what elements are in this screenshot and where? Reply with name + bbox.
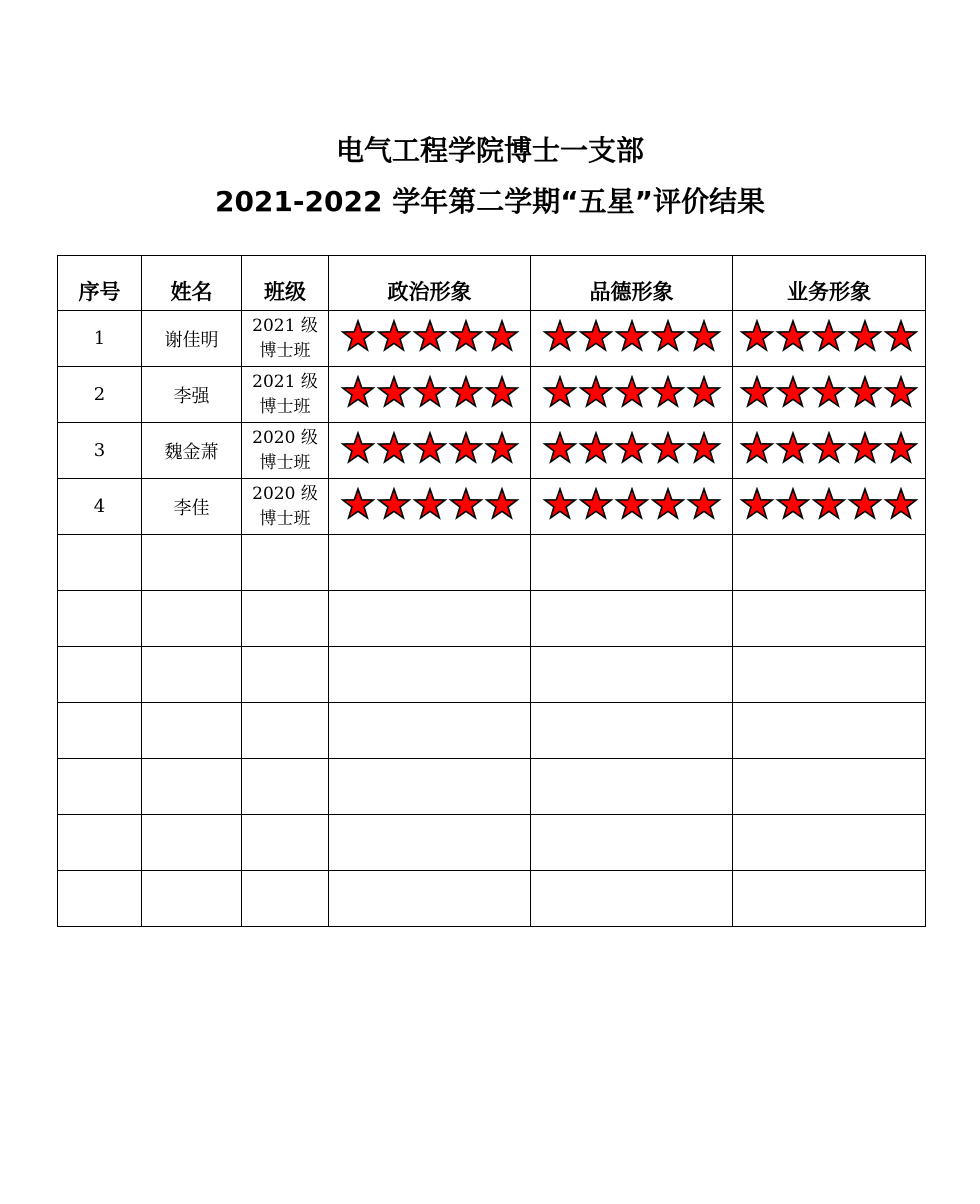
header-political: 政治形象	[329, 256, 531, 311]
star-icon	[578, 375, 614, 409]
table-row	[58, 311, 926, 367]
class-year: 2020 级	[252, 427, 318, 448]
star-icon	[614, 319, 650, 353]
star-icon	[340, 487, 376, 521]
star-icon	[412, 375, 448, 409]
star-icon	[847, 375, 883, 409]
cell-political	[329, 423, 531, 479]
empty-cell	[531, 815, 733, 871]
cell-name: 谢佳明	[142, 311, 242, 367]
empty-cell	[142, 759, 242, 815]
empty-cell	[242, 703, 329, 759]
star-icon	[686, 375, 722, 409]
header-moral: 品德形象	[531, 256, 733, 311]
class-type: 博士班	[259, 452, 311, 473]
star-icon	[578, 319, 614, 353]
star-icon	[650, 319, 686, 353]
star-icon	[883, 487, 919, 521]
star-icon	[578, 487, 614, 521]
empty-cell	[733, 871, 926, 927]
empty-table-row	[58, 535, 926, 591]
empty-cell	[242, 647, 329, 703]
star-rating-business	[739, 319, 919, 353]
empty-cell	[142, 871, 242, 927]
star-icon	[448, 431, 484, 465]
cell-business	[733, 479, 926, 535]
cell-business	[733, 311, 926, 367]
star-icon	[412, 431, 448, 465]
cell-class	[242, 367, 329, 423]
empty-cell	[329, 815, 531, 871]
empty-cell	[242, 535, 329, 591]
star-icon	[811, 431, 847, 465]
empty-cell	[329, 647, 531, 703]
star-icon	[650, 375, 686, 409]
empty-cell	[142, 591, 242, 647]
header-name: 姓名	[142, 256, 242, 311]
star-icon	[883, 319, 919, 353]
star-icon	[686, 431, 722, 465]
empty-cell	[531, 591, 733, 647]
star-icon	[686, 487, 722, 521]
empty-cell	[733, 591, 926, 647]
empty-cell	[531, 871, 733, 927]
table-row	[58, 367, 926, 423]
star-icon	[650, 431, 686, 465]
star-icon	[412, 319, 448, 353]
empty-cell	[58, 703, 142, 759]
star-icon	[542, 319, 578, 353]
star-rating-political	[340, 431, 520, 465]
cell-business	[733, 367, 926, 423]
star-icon	[448, 375, 484, 409]
star-icon	[739, 319, 775, 353]
star-icon	[847, 487, 883, 521]
star-icon	[376, 319, 412, 353]
cell-political	[329, 479, 531, 535]
star-rating-business	[739, 487, 919, 521]
class-type: 博士班	[259, 340, 311, 361]
table-row	[58, 423, 926, 479]
star-rating-political	[340, 375, 520, 409]
star-icon	[542, 431, 578, 465]
table-header-row	[58, 256, 926, 311]
empty-cell	[242, 871, 329, 927]
cell-class	[242, 423, 329, 479]
star-icon	[739, 375, 775, 409]
star-icon	[542, 487, 578, 521]
star-icon	[542, 375, 578, 409]
cell-moral	[531, 423, 733, 479]
class-type: 博士班	[259, 508, 311, 529]
empty-cell	[58, 815, 142, 871]
cell-no: 4	[58, 479, 142, 535]
empty-cell	[142, 647, 242, 703]
star-rating-political	[340, 487, 520, 521]
empty-cell	[329, 535, 531, 591]
star-rating-business	[739, 431, 919, 465]
empty-cell	[242, 815, 329, 871]
star-icon	[775, 319, 811, 353]
table-row	[58, 479, 926, 535]
empty-cell	[329, 759, 531, 815]
header-class: 班级	[242, 256, 329, 311]
empty-cell	[329, 591, 531, 647]
star-icon	[448, 487, 484, 521]
star-icon	[811, 319, 847, 353]
star-rating-business	[739, 375, 919, 409]
cell-name: 李佳	[142, 479, 242, 535]
star-icon	[847, 431, 883, 465]
star-icon	[376, 375, 412, 409]
cell-business	[733, 423, 926, 479]
empty-cell	[733, 759, 926, 815]
cell-class	[242, 479, 329, 535]
cell-political	[329, 311, 531, 367]
empty-cell	[733, 535, 926, 591]
star-icon	[614, 431, 650, 465]
cell-moral	[531, 311, 733, 367]
cell-no: 2	[58, 367, 142, 423]
star-icon	[847, 319, 883, 353]
empty-cell	[58, 647, 142, 703]
star-icon	[883, 431, 919, 465]
star-icon	[739, 431, 775, 465]
class-type: 博士班	[259, 396, 311, 417]
star-icon	[811, 375, 847, 409]
empty-table-row	[58, 871, 926, 927]
star-icon	[484, 431, 520, 465]
star-icon	[578, 431, 614, 465]
empty-table-row	[58, 647, 926, 703]
empty-cell	[142, 703, 242, 759]
star-icon	[448, 319, 484, 353]
empty-cell	[58, 591, 142, 647]
star-icon	[412, 487, 448, 521]
star-icon	[650, 487, 686, 521]
cell-name: 魏金萧	[142, 423, 242, 479]
class-year: 2021 级	[252, 371, 318, 392]
empty-cell	[142, 815, 242, 871]
star-icon	[340, 375, 376, 409]
header-no: 序号	[58, 256, 142, 311]
star-icon	[614, 487, 650, 521]
star-rating-moral	[542, 431, 722, 465]
star-icon	[376, 487, 412, 521]
star-icon	[775, 431, 811, 465]
empty-cell	[733, 815, 926, 871]
star-icon	[340, 431, 376, 465]
cell-class	[242, 311, 329, 367]
star-icon	[775, 487, 811, 521]
empty-cell	[142, 535, 242, 591]
empty-cell	[58, 759, 142, 815]
empty-table-row	[58, 703, 926, 759]
empty-cell	[531, 535, 733, 591]
empty-cell	[531, 703, 733, 759]
star-icon	[484, 375, 520, 409]
star-rating-moral	[542, 319, 722, 353]
empty-cell	[329, 871, 531, 927]
cell-moral	[531, 479, 733, 535]
star-icon	[340, 319, 376, 353]
star-rating-political	[340, 319, 520, 353]
evaluation-table	[57, 255, 926, 927]
document-subtitle: 2021-2022 学年第二学期“五星”评价结果	[214, 185, 766, 218]
empty-cell	[58, 535, 142, 591]
star-icon	[484, 487, 520, 521]
document-title: 电气工程学院博士一支部	[335, 134, 644, 167]
star-icon	[686, 319, 722, 353]
star-rating-moral	[542, 375, 722, 409]
empty-cell	[733, 703, 926, 759]
empty-cell	[531, 647, 733, 703]
cell-no: 3	[58, 423, 142, 479]
empty-cell	[329, 703, 531, 759]
star-icon	[811, 487, 847, 521]
cell-no: 1	[58, 311, 142, 367]
empty-table-row	[58, 759, 926, 815]
empty-cell	[58, 871, 142, 927]
empty-cell	[242, 591, 329, 647]
star-icon	[376, 431, 412, 465]
star-rating-moral	[542, 487, 722, 521]
cell-political	[329, 367, 531, 423]
empty-cell	[242, 759, 329, 815]
empty-table-row	[58, 815, 926, 871]
class-year: 2021 级	[252, 315, 318, 336]
header-business: 业务形象	[733, 256, 926, 311]
star-icon	[883, 375, 919, 409]
star-icon	[614, 375, 650, 409]
star-icon	[484, 319, 520, 353]
class-year: 2020 级	[252, 483, 318, 504]
empty-cell	[733, 647, 926, 703]
star-icon	[739, 487, 775, 521]
empty-table-row	[58, 591, 926, 647]
cell-name: 李强	[142, 367, 242, 423]
cell-moral	[531, 367, 733, 423]
star-icon	[775, 375, 811, 409]
empty-cell	[531, 759, 733, 815]
